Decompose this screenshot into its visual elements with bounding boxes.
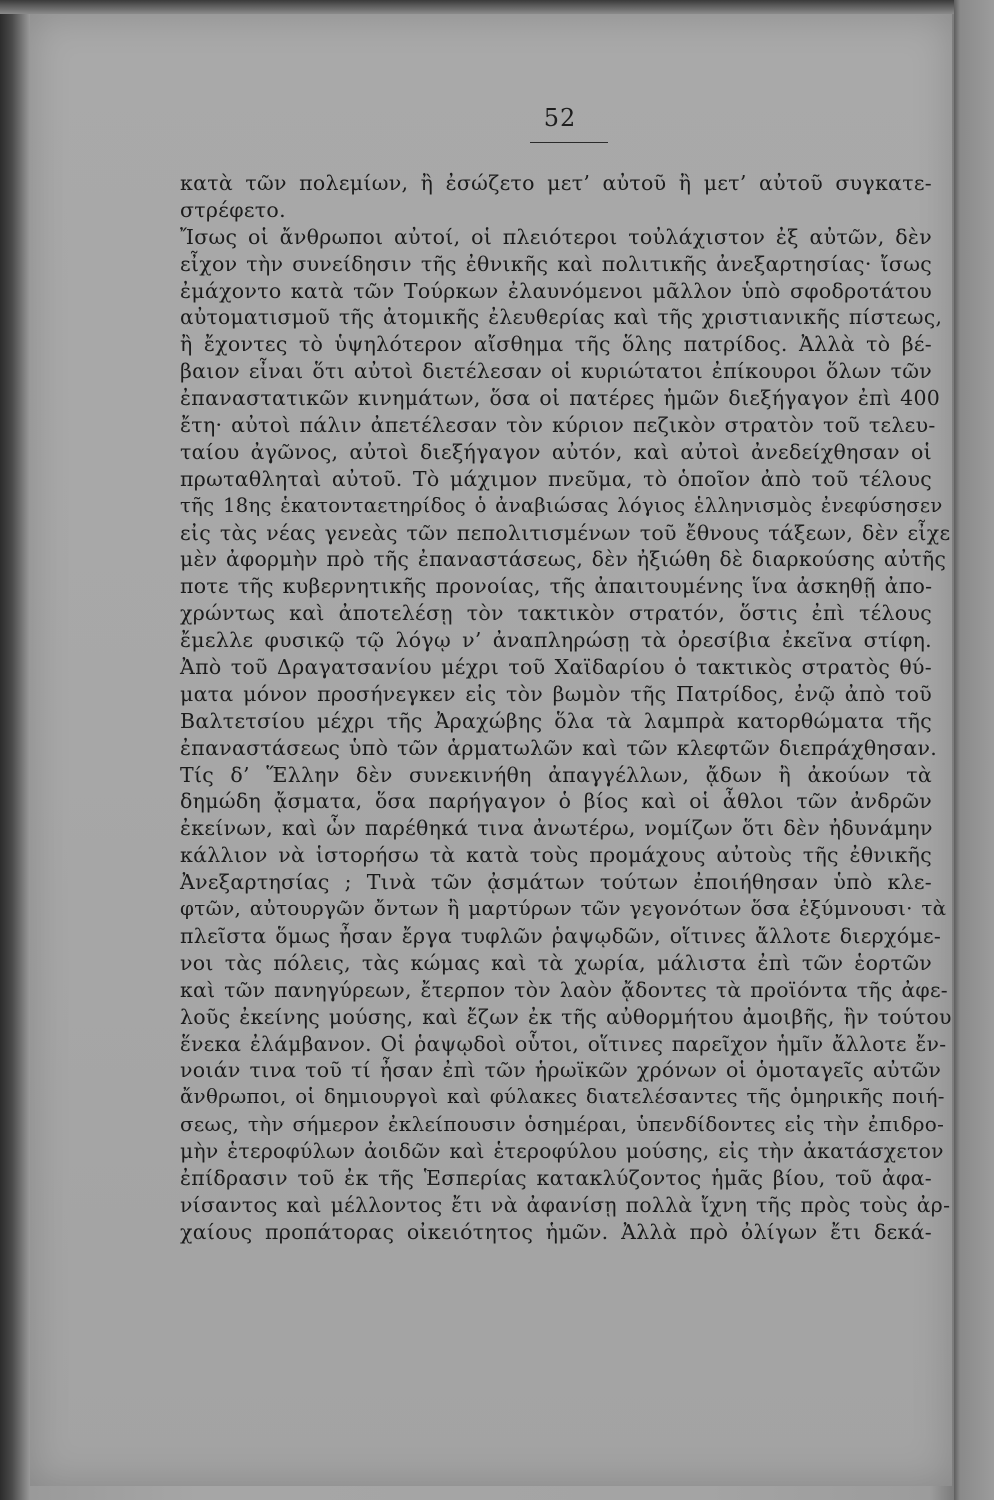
text-line: νίσαντος καὶ μέλλοντος ἔτι νὰ ἀφανίσῃ πολλὰ ἴχνη τῆς πρὸς τοὺς ἀρ- (180, 1192, 951, 1217)
text-line: τῆς 18ης ἑκατονταετηρίδος ὁ ἀναβιώσας λόγιος ἑλληνισμὸς ἐνεφύσησεν (180, 493, 943, 517)
text-line: πρωταθληταὶ αὐτοῦ. Τὸ μάχιμον πνεῦμα, τὸ ὁποῖον ἀπὸ τοῦ τέλους (180, 466, 932, 491)
text-line: ποτε τῆς κυβερνητικῆς προνοίας, τῆς ἀπαιτουμένης ἵνα ἀσκηθῇ ἀπο- (180, 574, 933, 599)
text-line: νοιάν τινα τοῦ τί ἦσαν ἐπὶ τῶν ἡρωϊκῶν χρόνων οἱ ὁμοταγεῖς αὐτῶν (180, 1058, 942, 1083)
text-line: ἐμάχοντο κατὰ τῶν Τούρκων ἐλαυνόμενοι μᾶλλον ὑπὸ σφοδροτάτου (180, 278, 932, 303)
text-line: Τίς δ’ Ἕλλην δὲν συνεκινήθη ἀπαγγέλλων, ᾄδων ἢ ἀκούων τὰ (180, 762, 932, 787)
text-line: σεως, τὴν σήμερον ἐκλείπουσιν ὁσημέραι, ὑπενδίδοντες εἰς τὴν ἐπιδρο- (180, 1112, 945, 1137)
page-number-rule (530, 142, 608, 143)
text-line: Βαλτετσίου μέχρι τῆς Ἀραχώβης ὅλα τὰ λαμπρὰ κατορθώματα τῆς (180, 708, 932, 733)
text-line: κατὰ τῶν πολεμίων, ἢ ἐσώζετο μετ’ αὐτοῦ ἢ μετ’ αὐτοῦ συγκατε- (180, 171, 932, 195)
text-line: στρέφετο. (180, 197, 286, 222)
text-line: χαίους προπάτορας οἰκειότητος ἡμῶν. Ἀλλὰ πρὸ ὀλίγων ἔτι δεκά- (180, 1219, 932, 1244)
text-line: εἶχον τὴν συνείδησιν τῆς ἐθνικῆς καὶ πολιτικῆς ἀνεξαρτησίας· ἴσως (180, 251, 932, 276)
text-line: ταίου ἀγῶνος, αὐτοὶ διεξήγαγον αὐτόν, καὶ αὐτοὶ ἀνεδείχθησαν οἱ (180, 439, 932, 464)
text-line: βαιον εἶναι ὅτι αὐτοὶ διετέλεσαν οἱ κυριώτατοι ἐπίκουροι ὅλων τῶν (180, 359, 932, 384)
text-line: εἰς τὰς νέας γενεὰς τῶν πεπολιτισμένων τοῦ ἔθνους τάξεων, δὲν εἶχε (180, 520, 951, 545)
next-page-edge (954, 0, 994, 1500)
text-line: νοι τὰς πόλεις, τὰς κώμας καὶ τὰ χωρία, μάλιστα ἐπὶ τῶν ἑορτῶν (180, 950, 932, 975)
text-line: ἔτη· αὐτοὶ πάλιν ἀπετέλεσαν τὸν κύριον πεζικὸν στρατὸν τοῦ τελευ- (180, 413, 936, 438)
text-line: μὲν ἀφορμὴν πρὸ τῆς ἐπαναστάσεως, δὲν ἠξιώθη δὲ διαρκούσης αὐτῆς (180, 547, 947, 572)
text-line: πλεῖστα ὅμως ἦσαν ἔργα τυφλῶν ῥαψῳδῶν, οἵτινες ἄλλοτε διερχόμε- (180, 923, 942, 948)
text-line: μὴν ἑτεροφύλων ἀοιδῶν καὶ ἑτεροφύλου μούσης, εἰς τὴν ἀκατάσχετον (180, 1139, 944, 1164)
text-line: αὐτοματισμοῦ τῆς ἀτομικῆς ἐλευθερίας καὶ τῆς χριστιανικῆς πίστεως, (180, 305, 943, 330)
text-line: ἐπαναστάσεως ὑπὸ τῶν ἁρματωλῶν καὶ τῶν κλεφτῶν διεπράχθησαν. (180, 735, 938, 760)
text-line: χρώντως καὶ ἀποτελέσῃ τὸν τακτικὸν στρατόν, ὅστις ἐπὶ τέλους (180, 601, 932, 626)
text-line: ἄνθρωποι, οἱ δημιουργοὶ καὶ φύλακες διατελέσαντες τῆς ὁμηρικῆς ποιή- (180, 1085, 945, 1109)
text-line: Ἀνεξαρτησίας ; Τινὰ τῶν ᾀσμάτων τούτων ἐποιήθησαν ὑπὸ κλε- (180, 870, 932, 895)
text-line: Ἀπὸ τοῦ Δραγατσανίου μέχρι τοῦ Χαϊδαρίου ὁ τακτικὸς στρατὸς θύ- (180, 655, 932, 680)
text-line: ἢ ἔχοντες τὸ ὑψηλότερον αἴσθημα τῆς ὅλης πατρίδος. Ἀλλὰ τὸ βέ- (180, 332, 932, 357)
body-text (180, 170, 952, 1246)
text-line: ματα μόνον προσήνεγκεν εἰς τὸν βωμὸν τῆς Πατρίδος, ἐνῷ ἀπὸ τοῦ (180, 681, 932, 706)
top-shadow (0, 0, 994, 14)
text-line: ἕνεκα ἐλάμβανον. Οἱ ῥαψῳδοὶ οὗτοι, οἵτινες παρεῖχον ἡμῖν ἄλλοτε ἔν- (180, 1031, 947, 1056)
text-line: δημώδη ᾄσματα, ὅσα παρήγαγον ὁ βίος καὶ οἱ ἆθλοι τῶν ἀνδρῶν (180, 789, 932, 814)
text-line: ἐπαναστατικῶν κινημάτων, ὅσα οἱ πατέρες ἡμῶν διεξήγαγον ἐπὶ 400 (180, 386, 941, 411)
text-line: καὶ τῶν πανηγύρεων, ἔτερπον τὸν λαὸν ᾄδοντες τὰ προϊόντα τῆς ἀφε- (180, 977, 948, 1002)
text-line: ἐπίδρασιν τοῦ ἐκ τῆς Ἑσπερίας κατακλύζοντος ἡμᾶς βίου, τοῦ ἀφα- (180, 1165, 932, 1190)
text-line: Ἴσως οἱ ἄνθρωποι αὐτοί, οἱ πλειότεροι τοὐλάχιστον ἐξ αὐτῶν, δὲν (180, 224, 932, 249)
text-line: κάλλιον νὰ ἱστορήσω τὰ κατὰ τοὺς προμάχους αὐτοὺς τῆς ἐθνικῆς (180, 843, 932, 868)
page-number: 52 (543, 104, 577, 132)
text-line: ἐκείνων, καὶ ὧν παρέθηκά τινα ἀνωτέρω, νομίζων ὅτι δὲν ἠδυνάμην (180, 816, 933, 841)
text-line: φτῶν, αὐτουργῶν ὄντων ἢ μαρτύρων τῶν γεγονότων ὅσα ἐξύμνουσι· τὰ (180, 897, 947, 921)
text-line: ἔμελλε φυσικῷ τῷ λόγῳ ν’ ἀναπληρώσῃ τὰ ὀρεσίβια ἐκεῖνα στίφη. (180, 628, 932, 653)
text-line: λοῦς ἐκείνης μούσης, καὶ ἔζων ἐκ τῆς αὐθορμήτου ἀμοιβῆς, ἣν τούτου (180, 1004, 952, 1029)
